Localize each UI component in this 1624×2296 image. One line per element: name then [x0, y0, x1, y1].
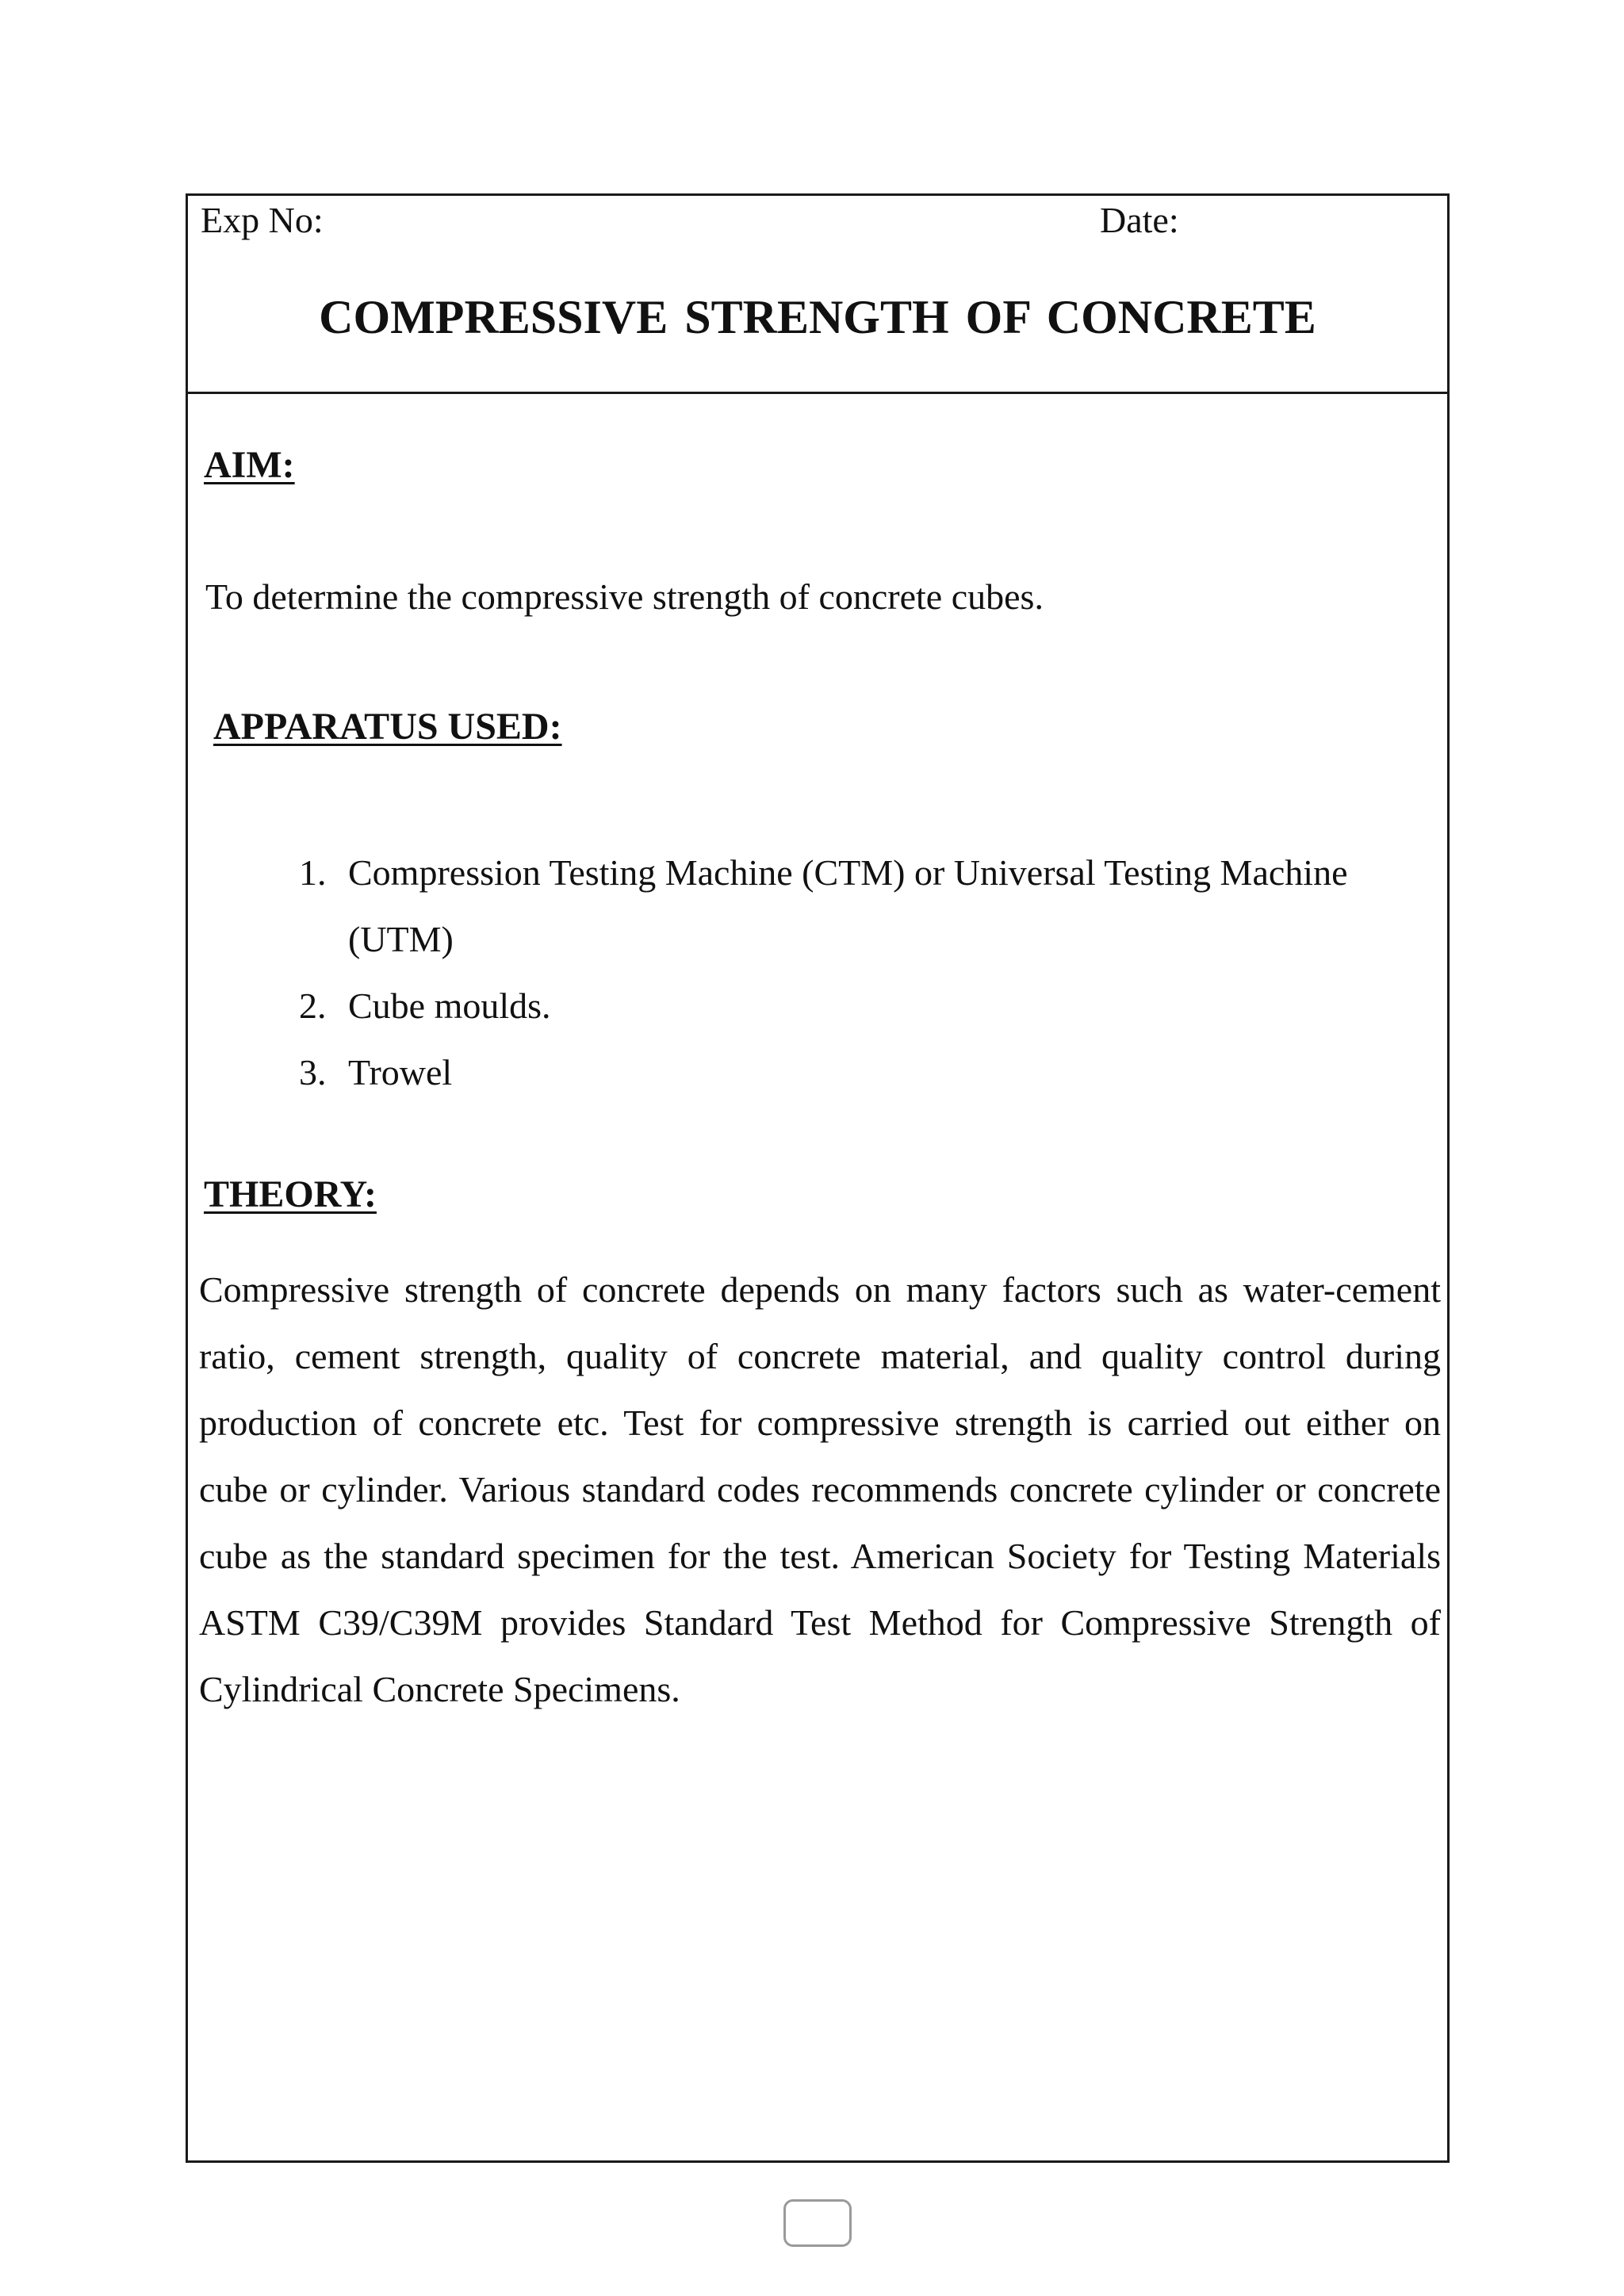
apparatus-heading: APPARATUS USED:: [213, 706, 562, 748]
apparatus-list: [299, 840, 1425, 1106]
list-item: [299, 840, 1425, 973]
list-item-number: 2.: [299, 985, 327, 1026]
theory-heading: THEORY:: [204, 1173, 377, 1215]
page-number-box: [783, 2199, 852, 2247]
experiment-sheet: [186, 193, 1450, 2163]
exp-no-label: Exp No:: [201, 200, 324, 240]
aim-text: To determine the compressive strength of concrete cubes.: [205, 576, 1044, 617]
date-label: Date:: [1100, 200, 1179, 240]
list-item: [299, 973, 1425, 1039]
list-item-text: Cube moulds.: [348, 985, 551, 1026]
list-item-number: 3.: [299, 1052, 327, 1093]
sheet-header: [188, 196, 1447, 394]
list-item-number: 1.: [299, 852, 327, 893]
list-item-text: Compression Testing Machine (CTM) or Universal Testing Machine (UTM): [348, 852, 1348, 959]
list-item: [299, 1039, 1425, 1106]
page-title: COMPRESSIVE STRENGTH OF CONCRETE: [319, 291, 1316, 343]
aim-heading: AIM:: [204, 444, 295, 486]
list-item-text: Trowel: [348, 1052, 453, 1093]
theory-paragraph: Compressive strength of concrete depends on many factors such as water-cement ratio, cement strength, quality of concrete material, and quality control during production of concrete etc. Test for compressive strength is carried out either on cube or cylinder. Various standard codes recommends concrete cylinder or concrete cube as the standard specimen for the test. American Society for Testing Materials ASTM C39/C39M provides Standard Test Method for Compressive Strength of Cylindrical Concrete Specimens.: [199, 1269, 1441, 1709]
